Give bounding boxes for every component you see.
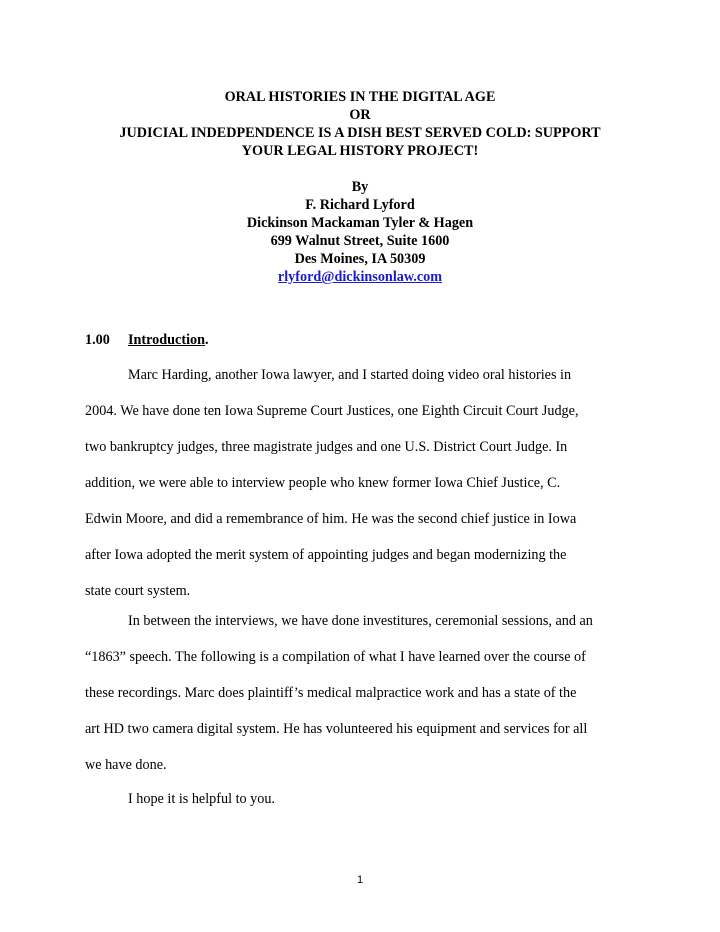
email-link[interactable]: rlyford@dickinsonlaw.com — [277, 269, 443, 285]
body-line: art HD two camera digital system. He has volunteered his equipment and services for all — [85, 721, 588, 737]
section-number: 1.00 — [85, 332, 110, 348]
byline: By — [351, 179, 369, 195]
body-line: after Iowa adopted the merit system of appointing judges and began modernizing the — [85, 547, 567, 563]
body-line: Marc Harding, another Iowa lawyer, and I started doing video oral histories in — [128, 367, 572, 383]
body-line: state court system. — [85, 583, 191, 599]
law-firm: Dickinson Mackaman Tyler & Hagen — [246, 215, 474, 231]
street-address: 699 Walnut Street, Suite 1600 — [270, 233, 450, 249]
body-line: two bankruptcy judges, three magistrate judges and one U.S. District Court Judge. In — [85, 439, 568, 455]
title-line: OR — [349, 107, 371, 123]
body-line: addition, we were able to interview people who knew former Iowa Chief Justice, C. — [85, 475, 561, 491]
body-line: “1863” speech. The following is a compilation of what I have learned over the course of — [85, 649, 586, 665]
body-line: In between the interviews, we have done investitures, ceremonial sessions, and an — [128, 613, 593, 629]
body-line: Edwin Moore, and did a remembrance of him. He was the second chief justice in Iowa — [85, 511, 577, 527]
title-block — [60, 88, 660, 286]
body-line: these recordings. Marc does plaintiff’s medical malpractice work and has a state of the — [85, 685, 577, 701]
section-title: Introduction — [128, 332, 205, 348]
body-line: 2004. We have done ten Iowa Supreme Court Justices, one Eighth Circuit Court Judge, — [85, 403, 579, 419]
author-name: F. Richard Lyford — [305, 197, 415, 213]
spacer — [60, 160, 660, 178]
body-line: I hope it is helpful to you. — [128, 791, 275, 807]
body-line: we have done. — [85, 757, 167, 773]
title-line: ORAL HISTORIES IN THE DIGITAL AGE — [224, 89, 496, 105]
section-title-punct: . — [205, 332, 209, 348]
city-state-zip: Des Moines, IA 50309 — [294, 251, 426, 267]
section-heading — [85, 332, 209, 349]
title-line: YOUR LEGAL HISTORY PROJECT! — [241, 143, 479, 159]
page-number: 1 — [356, 874, 364, 886]
title-line: JUDICIAL INDEDPENDENCE IS A DISH BEST SERVED COLD: SUPPORT — [119, 125, 601, 141]
